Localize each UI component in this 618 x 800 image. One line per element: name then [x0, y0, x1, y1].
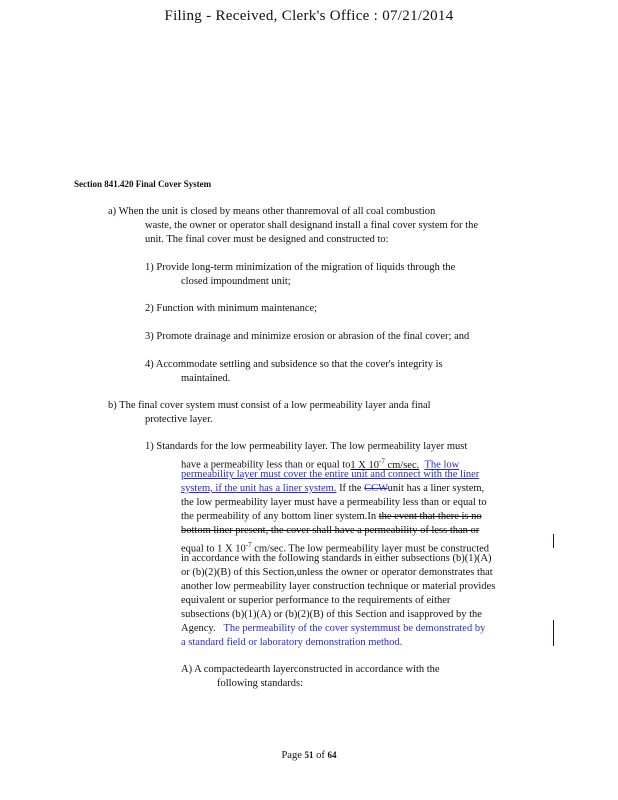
- change-bar: [553, 620, 554, 646]
- inserted-value-base: 1 X 10: [350, 459, 379, 471]
- inserted-text: The permeability of the cover systemmust be demonstrated by: [223, 623, 486, 634]
- item-A-line-2: following standards:: [217, 678, 304, 689]
- page-label: Page: [281, 750, 302, 761]
- para-b-line-1: b) The final cover system must consist of a low permeability layer anda final: [108, 400, 431, 411]
- item-b1-line-15-inserted: a standard field or laboratory demonstration method.: [181, 637, 403, 648]
- line-8-text: equal to 1 X 10: [181, 543, 246, 555]
- section-heading: Section 841.420 Final Cover System: [74, 179, 212, 189]
- item-a4-line-1: 4) Accommodate settling and subsidence so that the cover's integrity is: [145, 359, 443, 370]
- of-label: of: [316, 750, 325, 761]
- item-b1-line-1: 1) Standards for the low permeability layer. The low permeability layer must: [145, 441, 468, 452]
- item-b1-line-11: another low permeability layer construction technique or material provides: [181, 581, 496, 592]
- line-6-text: the permeability of any bottom liner system.: [181, 511, 368, 522]
- item-b1-line-5: the low permeability layer must have a permeability less than or equal to: [181, 497, 487, 508]
- line-6-text-mid: In: [367, 511, 379, 522]
- para-a-line-2: waste, the owner or operator shall designand install a final cover system for the: [145, 220, 478, 231]
- item-b1-line-7-deleted: bottom liner present, the cover shall have a permeability of less than or: [181, 525, 480, 536]
- change-bar: [553, 534, 554, 548]
- page-footer: [0, 750, 618, 761]
- line-14-text: Agency.: [181, 623, 216, 634]
- item-b1-line-6: [181, 510, 482, 524]
- page-total: 64: [327, 750, 337, 760]
- item-a1-line-1: 1) Provide long-term minimization of the migration of liquids through the: [145, 262, 456, 273]
- para-a-line-3: unit. The final cover must be designed and constructed to:: [145, 234, 389, 245]
- line-8-text-end: cm/sec. The low permeability layer must be constructed: [251, 543, 490, 555]
- item-a3-line-1: 3) Promote drainage and minimize erosion or abrasion of the final cover; and: [145, 331, 470, 342]
- line-4-text-end: unit has a liner system,: [387, 483, 485, 494]
- para-a-line-1: a) When the unit is closed by means other thanremoval of all coal combustion: [108, 206, 436, 217]
- item-b1-line-12: equivalent or superior performance to the requirements of either: [181, 595, 451, 606]
- exponent: -7: [245, 541, 252, 549]
- inserted-text: system, if the unit has a liner system.: [181, 483, 337, 494]
- item-b1-line-3-inserted: permeability layer must cover the entire unit and connect with the liner: [181, 469, 480, 480]
- item-b1-line-4: [181, 482, 484, 496]
- item-a1-line-2: closed impoundment unit;: [181, 276, 291, 287]
- item-a4-line-2: maintained.: [181, 373, 231, 384]
- inserted-value-unit: cm/sec.: [384, 459, 420, 471]
- item-b1-line-9: in accordance with the following standards in either subsections (b)(1)(A): [181, 553, 492, 564]
- item-b1-line-13: subsections (b)(1)(A) or (b)(2)(B) of this Section and isapproved by the: [181, 609, 482, 620]
- filing-header: Filing - Received, Clerk's Office : 07/21/2014: [164, 8, 454, 24]
- item-A-line-1: A) A compactedearth layerconstructed in accordance with the: [181, 664, 440, 675]
- line-4-text: If the: [336, 483, 365, 494]
- item-a2-line-1: 2) Function with minimum maintenance;: [145, 303, 318, 314]
- page-number: 51: [304, 750, 314, 760]
- item-b1-line-14: [181, 622, 485, 636]
- inserted-value-exponent: -7: [379, 457, 385, 465]
- deleted-text: the event that there is no: [378, 511, 482, 522]
- deleted-text: CCW: [364, 483, 388, 494]
- line-2-text: have a permeability less than or equal to: [181, 459, 351, 471]
- inserted-text: The low: [424, 459, 460, 471]
- para-b-line-2: protective layer.: [145, 414, 213, 425]
- item-b1-line-10: or (b)(2)(B) of this Section,unless the owner or operator demonstrates that: [181, 567, 493, 578]
